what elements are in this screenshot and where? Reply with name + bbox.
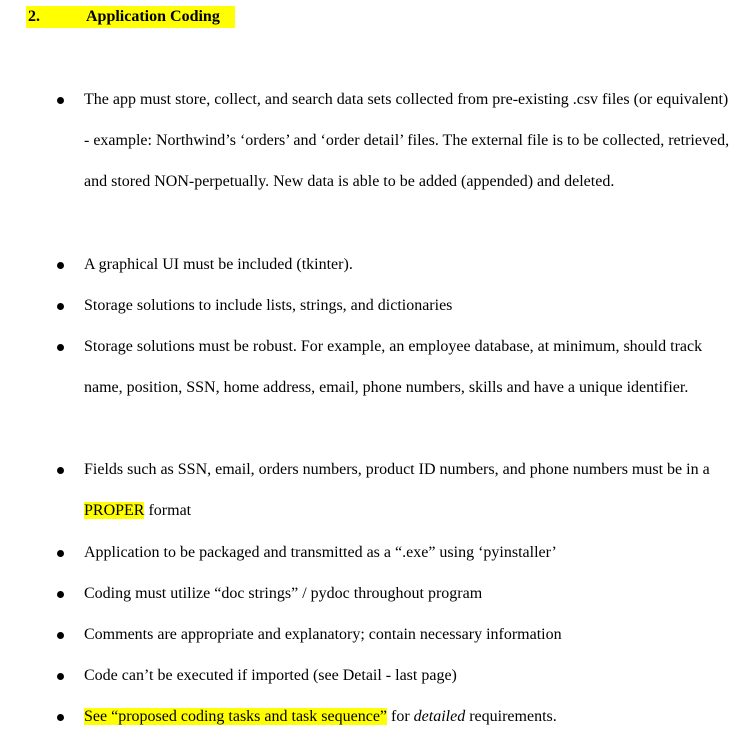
list-item-text: Storage solutions must be robust. For example, an employee database, at minimum, should track name, position, SSN, home address, email, phone numbers, skills and have a unique identifier. (84, 338, 703, 397)
bullet-icon (57, 344, 64, 351)
bullet-icon (57, 632, 64, 639)
list-item-text-mid: for (387, 708, 414, 725)
list-item-text: Code can’t be executed if imported (see Detail - last page) (84, 667, 457, 684)
list-item-text: Application to be packaged and transmitted as a “.exe” using ‘pyinstaller’ (84, 544, 557, 561)
list-item-text: Storage solutions to include lists, strings, and dictionaries (84, 297, 453, 314)
section-number: 2. (28, 8, 40, 25)
list-item-text: The app must store, collect, and search data sets collected from pre-existing .csv files (or equivalent) - example: Northwind’s ‘orders’ and ‘order detail’ files. The external file is to be collected, retrieved, and stored NON-perpetually. New data is able to be added (appended) and deleted. (84, 91, 730, 191)
section-heading (26, 6, 235, 28)
highlighted-text: See “proposed coding tasks and task sequence” (84, 708, 388, 725)
bullet-icon (57, 550, 64, 557)
emphasized-text: detailed (413, 708, 466, 725)
bullet-icon (57, 673, 64, 680)
list-item-text: Comments are appropriate and explanatory; contain necessary information (84, 626, 562, 643)
list-item-text (84, 449, 714, 531)
list-item-text (84, 696, 744, 737)
list-item-text: Coding must utilize “doc strings” / pydoc throughout program (84, 585, 483, 602)
section-title: Application Coding (86, 8, 220, 25)
list-item-text: A graphical UI must be included (tkinter). (84, 256, 353, 273)
list-item-text-end: requirements. (465, 708, 557, 725)
bullet-icon (57, 714, 64, 721)
highlighted-text: PROPER (84, 502, 145, 520)
list-item-text-end: format (144, 502, 192, 520)
bullet-icon (57, 303, 64, 310)
bullet-icon (57, 262, 64, 269)
bullet-icon (57, 467, 64, 474)
list-item-text-start: Fields such as SSN, email, orders numbers, product ID numbers, and phone numbers must be in a (84, 461, 710, 478)
bullet-icon (57, 97, 64, 104)
bullet-icon (57, 591, 64, 598)
